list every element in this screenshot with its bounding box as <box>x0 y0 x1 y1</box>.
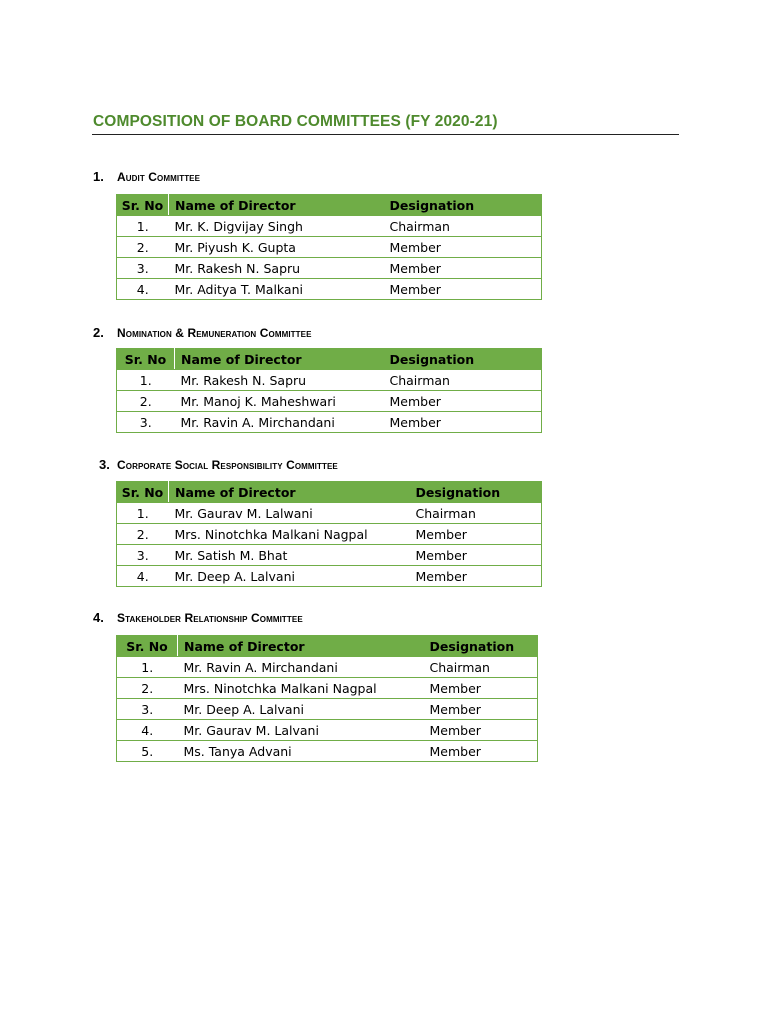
column-header-designation: Designation <box>384 349 542 370</box>
cell-director-name: Mr. Gaurav M. Lalwani <box>169 503 410 524</box>
cell-director-name: Mr. Manoj K. Maheshwari <box>175 391 384 412</box>
column-header-sr-no: Sr. No <box>117 482 169 503</box>
table-row <box>117 657 538 678</box>
cell-designation: Member <box>384 258 542 279</box>
cell-director-name: Mr. K. Digvijay Singh <box>169 216 384 237</box>
cell-sr-no: 2. <box>117 237 169 258</box>
cell-director-name: Mr. Aditya T. Malkani <box>169 279 384 300</box>
table-header-row <box>117 195 542 216</box>
column-header-designation: Designation <box>424 636 538 657</box>
cell-director-name: Mr. Ravin A. Mirchandani <box>178 657 424 678</box>
cell-director-name: Mrs. Ninotchka Malkani Nagpal <box>169 524 410 545</box>
committee-table-nomination <box>116 348 542 433</box>
table-row <box>117 545 542 566</box>
cell-designation: Member <box>410 545 542 566</box>
cell-designation: Member <box>424 720 538 741</box>
cell-sr-no: 1. <box>117 503 169 524</box>
table-row <box>117 503 542 524</box>
cell-designation: Member <box>424 699 538 720</box>
table-row <box>117 720 538 741</box>
table-row <box>117 699 538 720</box>
cell-sr-no: 4. <box>117 279 169 300</box>
cell-designation: Chairman <box>384 216 542 237</box>
page-title: COMPOSITION OF BOARD COMMITTEES (FY 2020-21) <box>93 113 498 130</box>
table-row <box>117 391 542 412</box>
cell-sr-no: 2. <box>117 678 178 699</box>
cell-director-name: Mr. Rakesh N. Sapru <box>175 370 384 391</box>
cell-director-name: Mr. Deep A. Lalvani <box>169 566 410 587</box>
table-header-row <box>117 482 542 503</box>
section-heading-csr <box>99 457 338 472</box>
table-row <box>117 370 542 391</box>
cell-designation: Chairman <box>410 503 542 524</box>
cell-designation: Member <box>424 678 538 699</box>
cell-director-name: Mr. Gaurav M. Lalvani <box>178 720 424 741</box>
column-header-sr-no: Sr. No <box>117 195 169 216</box>
cell-director-name: Mr. Satish M. Bhat <box>169 545 410 566</box>
table-header-row <box>117 349 542 370</box>
column-header-name: Name of Director <box>178 636 424 657</box>
cell-sr-no: 1. <box>117 657 178 678</box>
table-row <box>117 678 538 699</box>
table-row <box>117 279 542 300</box>
cell-sr-no: 2. <box>117 391 175 412</box>
section-heading-nomination <box>93 325 312 340</box>
cell-designation: Member <box>410 524 542 545</box>
cell-designation: Member <box>384 391 542 412</box>
column-header-designation: Designation <box>410 482 542 503</box>
section-name: Nomination & Remuneration Committee <box>117 326 312 340</box>
section-name: Audit Committee <box>117 170 201 184</box>
table-row <box>117 566 542 587</box>
section-number: 1. <box>93 169 104 184</box>
cell-sr-no: 1. <box>117 370 175 391</box>
table-row <box>117 412 542 433</box>
section-name: Stakeholder Relationship Committee <box>117 611 303 625</box>
column-header-name: Name of Director <box>175 349 384 370</box>
cell-sr-no: 4. <box>117 566 169 587</box>
column-header-sr-no: Sr. No <box>117 349 175 370</box>
table-row <box>117 741 538 762</box>
column-header-name: Name of Director <box>169 195 384 216</box>
section-number: 4. <box>93 610 104 625</box>
table-row <box>117 524 542 545</box>
cell-designation: Member <box>410 566 542 587</box>
cell-sr-no: 4. <box>117 720 178 741</box>
cell-director-name: Mr. Ravin A. Mirchandani <box>175 412 384 433</box>
cell-sr-no: 3. <box>117 258 169 279</box>
cell-director-name: Mr. Piyush K. Gupta <box>169 237 384 258</box>
cell-designation: Chairman <box>424 657 538 678</box>
table-row <box>117 258 542 279</box>
cell-sr-no: 2. <box>117 524 169 545</box>
cell-director-name: Mr. Rakesh N. Sapru <box>169 258 384 279</box>
cell-sr-no: 1. <box>117 216 169 237</box>
table-row <box>117 216 542 237</box>
cell-sr-no: 3. <box>117 699 178 720</box>
column-header-name: Name of Director <box>169 482 410 503</box>
section-name: Corporate Social Responsibility Committee <box>117 458 338 472</box>
table-row <box>117 237 542 258</box>
cell-director-name: Mr. Deep A. Lalvani <box>178 699 424 720</box>
section-heading-stakeholder <box>93 610 303 625</box>
cell-sr-no: 3. <box>117 412 175 433</box>
cell-sr-no: 3. <box>117 545 169 566</box>
cell-sr-no: 5. <box>117 741 178 762</box>
committee-table-stakeholder <box>116 635 538 762</box>
committee-table-csr <box>116 481 542 587</box>
table-header-row <box>117 636 538 657</box>
title-divider <box>92 134 679 135</box>
cell-director-name: Ms. Tanya Advani <box>178 741 424 762</box>
column-header-designation: Designation <box>384 195 542 216</box>
cell-designation: Chairman <box>384 370 542 391</box>
cell-director-name: Mrs. Ninotchka Malkani Nagpal <box>178 678 424 699</box>
cell-designation: Member <box>384 279 542 300</box>
column-header-sr-no: Sr. No <box>117 636 178 657</box>
section-number: 3. <box>99 457 110 472</box>
section-number: 2. <box>93 325 104 340</box>
cell-designation: Member <box>424 741 538 762</box>
cell-designation: Member <box>384 412 542 433</box>
committee-table-audit <box>116 194 542 300</box>
section-heading-audit <box>93 169 200 184</box>
cell-designation: Member <box>384 237 542 258</box>
